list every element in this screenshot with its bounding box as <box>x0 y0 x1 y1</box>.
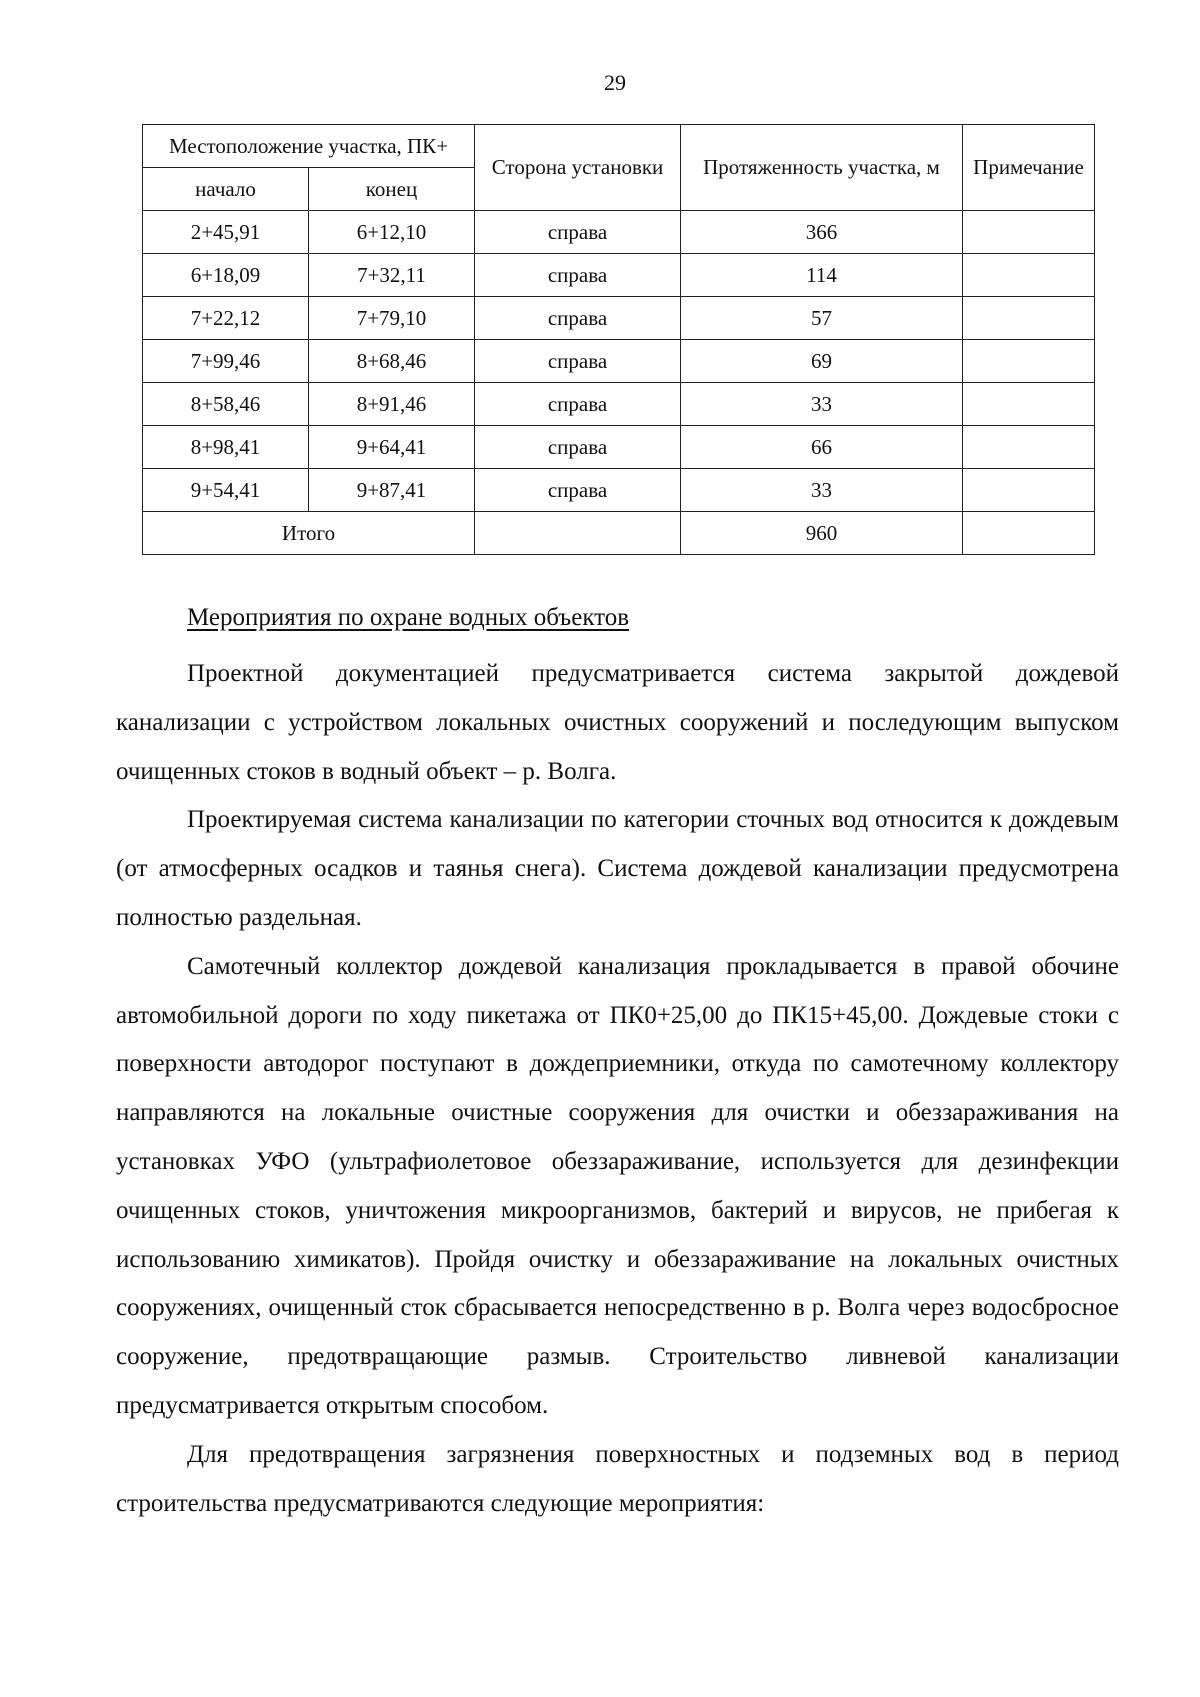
cell-note <box>963 211 1095 254</box>
cell-length: 366 <box>681 211 963 254</box>
cell-note <box>963 426 1095 469</box>
cell-start: 9+54,41 <box>143 469 309 512</box>
paragraph: Для предотвращения загрязнения поверхностных и подземных вод в период строительства предусматриваются следующие мероприятия: <box>116 1440 1119 1517</box>
cell-start: 7+22,12 <box>143 297 309 340</box>
cell-start: 2+45,91 <box>143 211 309 254</box>
cell-note <box>963 254 1095 297</box>
cell-end: 6+12,10 <box>309 211 475 254</box>
table-total-row <box>143 512 1095 555</box>
cell-length: 114 <box>681 254 963 297</box>
cell-side: справа <box>475 254 681 297</box>
cell-side: справа <box>475 340 681 383</box>
sections-table <box>142 124 1095 555</box>
cell-end: 9+87,41 <box>309 469 475 512</box>
cell-start: 7+99,46 <box>143 340 309 383</box>
table-row <box>143 383 1095 426</box>
total-side <box>475 512 681 555</box>
cell-end: 9+64,41 <box>309 426 475 469</box>
cell-start: 8+58,46 <box>143 383 309 426</box>
header-location: Местоположение участка, ПК+ <box>143 125 475 168</box>
header-length: Протяженность участка, м <box>681 125 963 211</box>
cell-note <box>963 297 1095 340</box>
cell-end: 8+68,46 <box>309 340 475 383</box>
table-row <box>143 211 1095 254</box>
table-row <box>143 469 1095 512</box>
cell-end: 8+91,46 <box>309 383 475 426</box>
cell-side: справа <box>475 211 681 254</box>
cell-side: справа <box>475 383 681 426</box>
table-row <box>143 340 1095 383</box>
cell-length: 33 <box>681 469 963 512</box>
paragraph: Самотечный коллектор дождевой канализация прокладывается в правой обочине автомобильной дороги по ходу пикетажа от ПК0+25,00 до ПК15+45,00. Дождевые стоки с поверхности автодорог поступают в дождеприемники, откуда по самотечному коллектору направляются на локальные очистные сооружения для очистки и обеззараживания на установках УФО (ультрафиолетовое обеззараживание, используется для дезинфекции очищенных стоков, уничтожения микроорганизмов, бактерий и вирусов, не прибегая к использованию химикатов). Пройдя очистку и обеззараживание на локальных очистных сооружениях, очищенный сток сбрасывается непосредственно в р. Волга через водосбросное сооружение, предотвращающие размыв. Строительство ливневой канализации предусматривается открытым способом. <box>116 952 1119 1419</box>
cell-start: 8+98,41 <box>143 426 309 469</box>
table-header-row <box>143 125 1095 168</box>
cell-end: 7+32,11 <box>309 254 475 297</box>
body-text <box>116 650 1119 1528</box>
header-side: Сторона установки <box>475 125 681 211</box>
section-heading: Мероприятия по охране водных объектов <box>187 604 630 631</box>
cell-length: 33 <box>681 383 963 426</box>
total-length: 960 <box>681 512 963 555</box>
table-row <box>143 426 1095 469</box>
cell-end: 7+79,10 <box>309 297 475 340</box>
cell-note <box>963 383 1095 426</box>
total-note <box>963 512 1095 555</box>
total-label: Итого <box>143 512 475 555</box>
header-start: начало <box>143 168 309 211</box>
cell-length: 57 <box>681 297 963 340</box>
header-note: Примечание <box>963 125 1095 211</box>
cell-note <box>963 469 1095 512</box>
header-end: конец <box>309 168 475 211</box>
table-row <box>143 297 1095 340</box>
paragraph: Проектной документацией предусматривается система закрытой дождевой канализации с устройством локальных очистных сооружений и последующим выпуском очищенных стоков в водный объект – р. Волга. <box>116 660 1119 785</box>
cell-start: 6+18,09 <box>143 254 309 297</box>
table-row <box>143 254 1095 297</box>
page-number: 29 <box>604 70 626 95</box>
cell-side: справа <box>475 297 681 340</box>
cell-length: 66 <box>681 426 963 469</box>
cell-length: 69 <box>681 340 963 383</box>
paragraph: Проектируемая система канализации по категории сточных вод относится к дождевым (от атмосферных осадков и таянья снега). Система дождевой канализации предусмотрена полностью раздельная. <box>116 806 1119 931</box>
cell-side: справа <box>475 426 681 469</box>
cell-note <box>963 340 1095 383</box>
cell-side: справа <box>475 469 681 512</box>
